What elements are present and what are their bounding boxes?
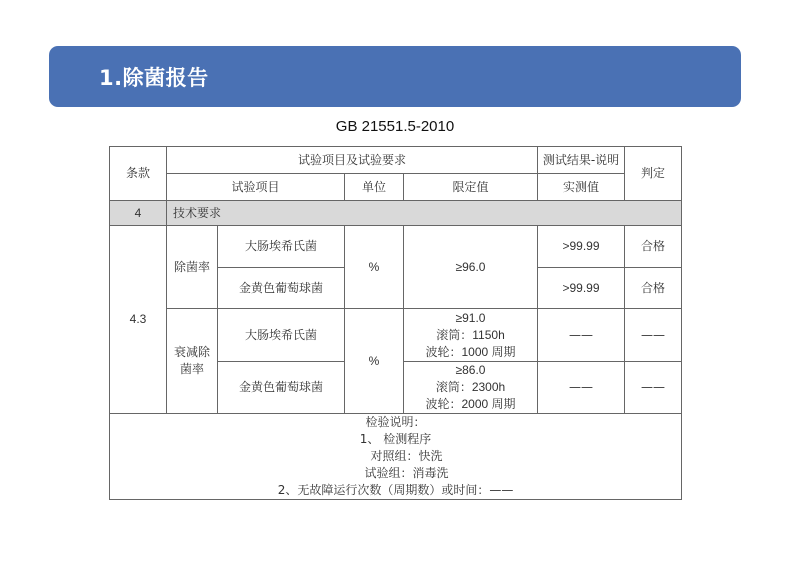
notes-row (110, 414, 682, 500)
row4-measured: —— (538, 362, 625, 414)
row1-verdict: 合格 (625, 226, 682, 268)
notes-cell (110, 414, 682, 500)
row1-measured: >99.99 (538, 226, 625, 268)
row4-verdict: —— (625, 362, 682, 414)
notes-line-3: 试验组：消毒洗 (364, 466, 449, 480)
row3-item: 大肠埃希氏菌 (218, 309, 345, 362)
row2-measured: >99.99 (538, 268, 625, 309)
header-verdict: 判定 (625, 147, 682, 201)
row1-item: 大肠埃希氏菌 (218, 226, 345, 268)
clause-cell: 4.3 (110, 226, 167, 414)
group1-unit: % (345, 226, 404, 309)
notes-line-4: 2、无故障运行次数（周期数）或时间：—— (277, 483, 514, 497)
header-items-requirements: 试验项目及试验要求 (167, 147, 538, 174)
group2-unit: % (345, 309, 404, 414)
row3-limit-pulsator: 波轮：1000 周期 (425, 344, 516, 359)
row3-measured: —— (538, 309, 625, 362)
group1-label: 除菌率 (167, 226, 218, 309)
header-clause: 条款 (110, 147, 167, 201)
section-title: 1.除菌报告 (99, 65, 209, 90)
row2-item: 金黄色葡萄球菌 (218, 268, 345, 309)
header-unit: 单位 (345, 174, 404, 201)
notes-title: 检验说明： (365, 415, 426, 429)
row3-limit-value: ≥91.0 (455, 310, 486, 325)
group1-limit: ≥96.0 (404, 226, 538, 309)
group2-label-text: 衰减除菌率 (173, 345, 210, 376)
header-row-2 (110, 174, 682, 201)
table-row (110, 309, 682, 362)
notes-line-1: 1、 检测程序 (359, 432, 432, 446)
row4-limit (404, 362, 538, 414)
row3-limit (404, 309, 538, 362)
header-result-note: 测试结果-说明 (538, 147, 625, 174)
row4-limit-drum: 滚筒：2300h (435, 380, 506, 394)
row4-item: 金黄色葡萄球菌 (218, 362, 345, 414)
row4-limit-pulsator: 波轮：2000 周期 (425, 397, 516, 411)
row3-limit-drum: 滚筒：1150h (436, 327, 505, 342)
section-row (110, 201, 682, 226)
row4-limit-value: ≥86.0 (455, 363, 486, 377)
table-row (110, 226, 682, 268)
row2-verdict: 合格 (625, 268, 682, 309)
header-measured: 实测值 (538, 174, 625, 201)
test-report-table (109, 146, 682, 500)
group2-label (167, 309, 218, 414)
header-row-1 (110, 147, 682, 174)
standard-code: GB 21551.5-2010 (335, 118, 455, 135)
notes-line-2: 对照组：快洗 (370, 449, 443, 463)
header-limit: 限定值 (404, 174, 538, 201)
header-item: 试验项目 (167, 174, 345, 201)
row3-verdict: —— (625, 309, 682, 362)
section-clause: 4 (110, 201, 167, 226)
section-banner (49, 46, 741, 107)
section-title-cell: 技术要求 (167, 201, 682, 226)
